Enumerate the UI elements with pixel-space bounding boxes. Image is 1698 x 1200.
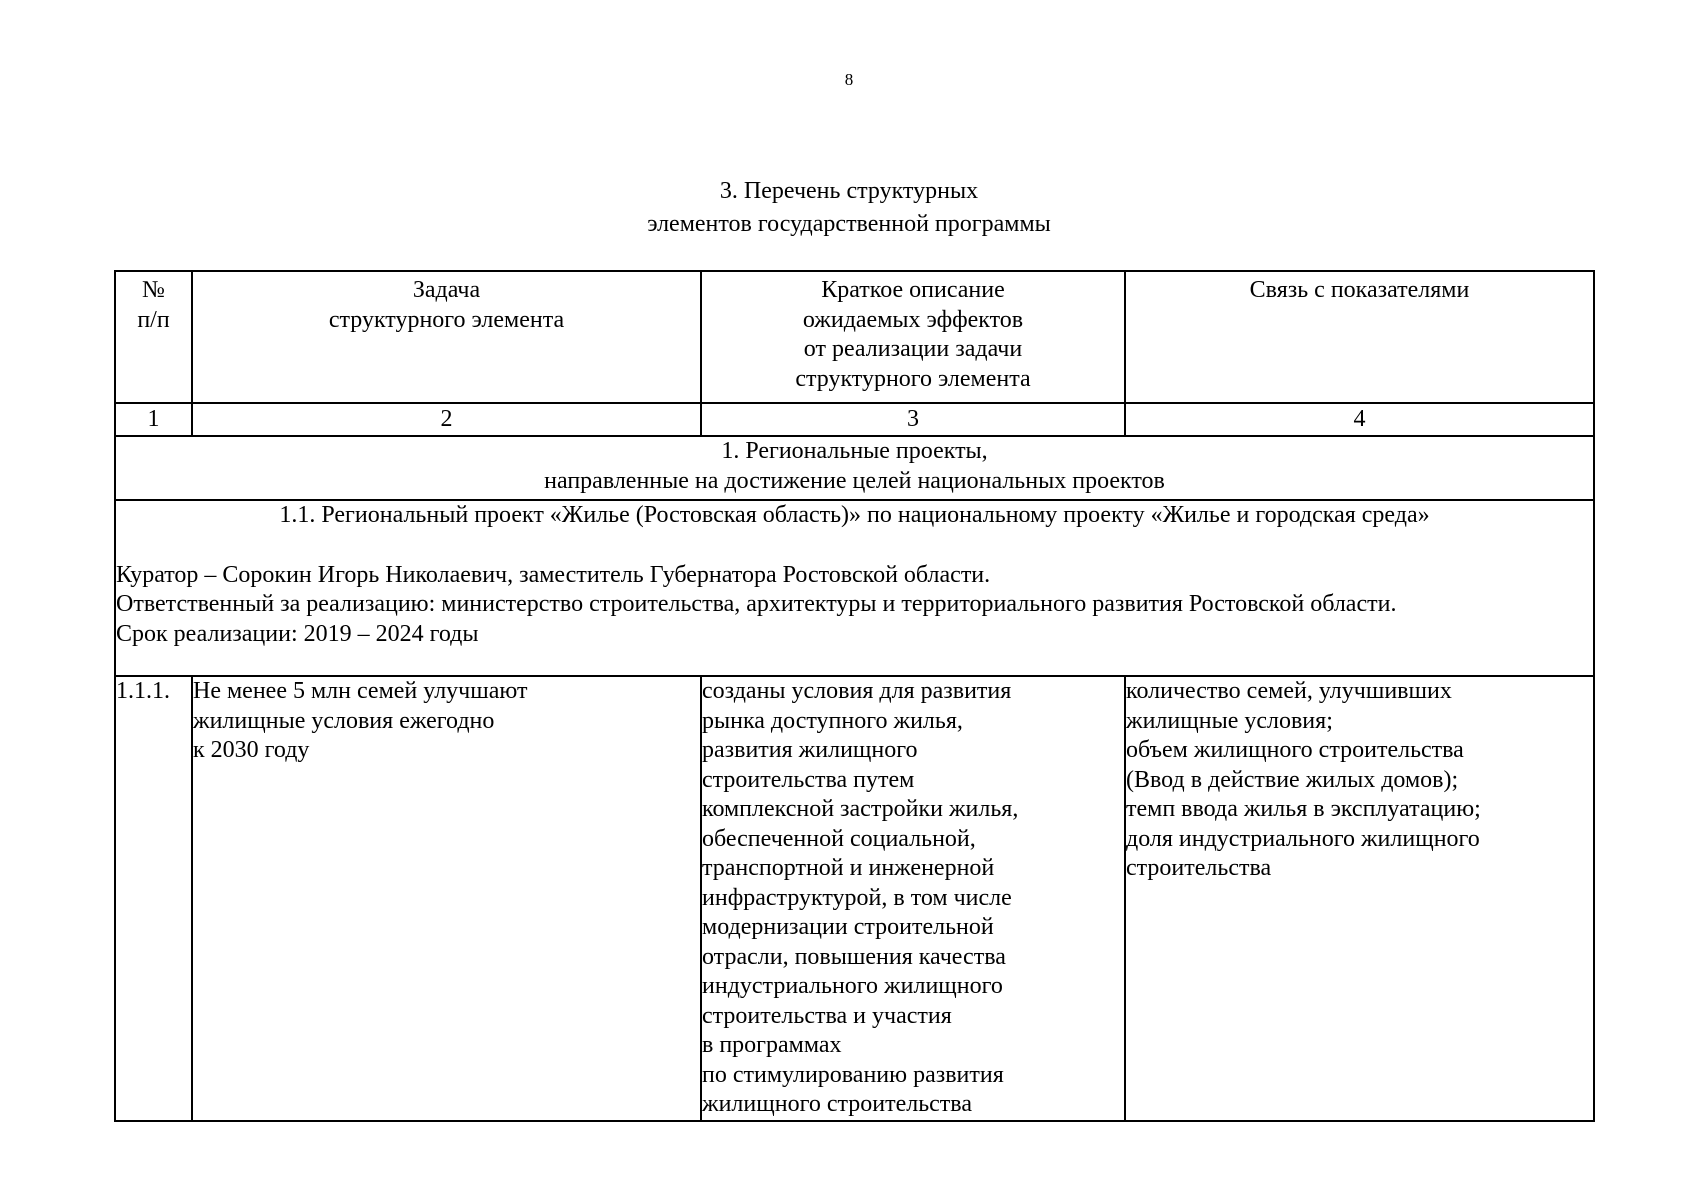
project-term: Срок реализации: 2019 – 2024 годы (116, 620, 479, 647)
row-effects: созданы условия для развития рынка доступного жилья, развития жилищного строительства путем комплексной застройки жилья, обеспеченной социальной, транспортной и инженерной инфраструктурой, в том числе модернизации строительной отрасли, повышения качества индустриального жилищного строительства и участия в программах по стимулированию развития жилищного строительства (701, 676, 1125, 1121)
table-header-row (115, 271, 1594, 403)
section-line-1: 1. Региональные проекты, (721, 438, 988, 464)
project-info (115, 500, 1594, 676)
column-number-2: 2 (192, 403, 701, 436)
row-number: 1.1.1. (115, 676, 192, 1121)
project-curator: Куратор – Сорокин Игорь Николаевич, заместитель Губернатора Ростовской области. (116, 561, 991, 588)
document-title (0, 175, 1698, 241)
column-number-row (115, 403, 1594, 436)
header-indicators: Связь с показателями (1125, 271, 1594, 403)
column-number-1: 1 (115, 403, 192, 436)
structural-elements-table (114, 270, 1595, 1122)
project-title: 1.1. Региональный проект «Жилье (Ростовская область)» по национальному проекту «Жилье и городская среда» (279, 502, 1430, 528)
project-responsible: Ответственный за реализацию: министерство строительства, архитектуры и территориального развития Ростовской области. (116, 591, 1397, 617)
row-task: Не менее 5 млн семей улучшают жилищные условия ежегодно к 2030 году (192, 676, 701, 1121)
header-number: № п/п (115, 271, 192, 403)
table-row (115, 676, 1594, 1121)
header-effects: Краткое описание ожидаемых эффектов от реализации задачи структурного элемента (701, 271, 1125, 403)
section-line-2: направленные на достижение целей национальных проектов (544, 467, 1165, 494)
page-number: 8 (844, 70, 854, 89)
column-number-4: 4 (1125, 403, 1594, 436)
header-task: Задача структурного элемента (192, 271, 701, 403)
title-line-2: элементов государственной программы (647, 211, 1051, 237)
title-line-1: 3. Перечень структурных (719, 178, 979, 204)
project-row (115, 500, 1594, 676)
column-number-3: 3 (701, 403, 1125, 436)
row-indicators: количество семей, улучшивших жилищные условия; объем жилищного строительства (Ввод в действие жилых домов); темп ввода жилья в эксплуатацию; доля индустриального жилищного строительства (1125, 676, 1594, 1121)
section-row (115, 436, 1594, 500)
section-heading (115, 436, 1594, 500)
